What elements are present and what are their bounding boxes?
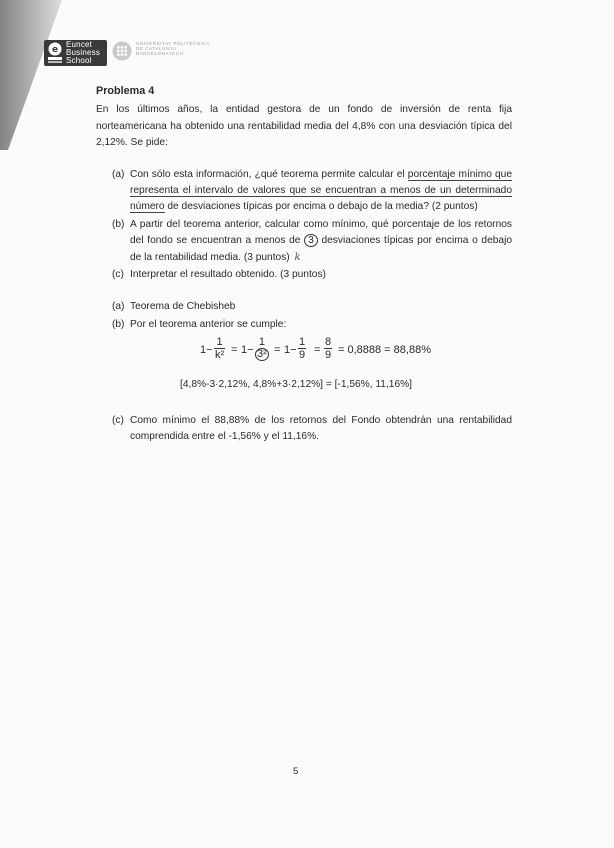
answer-label: (c): [112, 414, 124, 426]
formula-equals: =: [231, 344, 238, 357]
chebyshev-formula: [96, 336, 512, 374]
answer-list: [96, 299, 512, 333]
answer-label: (b): [112, 318, 125, 330]
question-label: (c): [112, 269, 124, 281]
question-c: [96, 267, 512, 283]
answer-a: [96, 299, 512, 315]
question-text: Con sólo esta información, ¿qué teorema permite calcular el porcentaje mínimo que representa el intervalo de valores que se encuentran a menos de un determinado número de desviaciones típicas por encima o debajo de la media? (2 puntos): [130, 168, 512, 213]
page-corner-shadow: [0, 0, 70, 150]
page-number: 5: [293, 766, 299, 777]
answer-c: [96, 413, 512, 446]
question-text: A partir del teorema anterior, calcular como mínimo, qué porcentaje de los retornos del fondo se encuentran a menos de 3 desviaciones típicas por encima o debajo de la rentabilidad media. (3 puntos) k: [130, 218, 512, 263]
answer-text: Por el teorema anterior se cumple:: [130, 318, 287, 330]
problem-intro: En los últimos años, la entidad gestora de un fondo de inversión de renta fija norteamericana ha obtenido una rentabilidad media del 4,8% con una desviación típica del 2,12%. Se pide:: [96, 104, 512, 149]
euncet-logo-text: Euncet Business School: [66, 40, 101, 65]
problem-title: Problema 4: [96, 85, 155, 97]
euncet-logo: [44, 40, 107, 66]
answer-label: (a): [112, 301, 125, 313]
question-list: [96, 167, 512, 284]
formula-equals: =: [314, 344, 321, 357]
interval-expression: [4,8%-3·2,12%, 4,8%+3·2,12%] = [-1,56%, 11,16%]: [180, 379, 412, 391]
svg-text:e: e: [51, 45, 59, 55]
formula-one: 1−: [200, 344, 213, 357]
upc-logo: [112, 41, 210, 61]
problem-content: [96, 83, 512, 447]
question-text: Interpretar el resultado obtenido. (3 puntos): [130, 269, 326, 281]
conclusion-list: [96, 413, 512, 446]
upc-logo-text: UNIVERSITAT POLITÈCNICA DE CATALUNYA BARCELONATECH: [136, 41, 211, 57]
formula-fraction-k: $\frac{1}{\text{k²}}$: [215, 336, 225, 362]
euncet-e-icon: [44, 40, 66, 66]
circled-number: 3: [304, 234, 318, 247]
question-a: [96, 167, 512, 216]
handwritten-note: k: [294, 251, 301, 263]
formula-fraction-8-9: $\frac{8}{9}$: [325, 336, 332, 362]
formula-fraction-3: $\frac{1}{\text{3²}}$: [257, 336, 267, 361]
handwritten-underline: porcentaje mínimo que representa el intervalo de valores que se encuentran a menos de un determinado número: [130, 168, 512, 213]
question-label: (b): [112, 218, 125, 230]
formula-equals: =: [274, 344, 281, 357]
formula-result: = 0,8888 = 88,88%: [338, 344, 431, 357]
formula-fraction-9: $\frac{1}{9}$: [299, 336, 306, 362]
question-label: (a): [112, 168, 125, 180]
answer-text: Teorema de Chebisheb: [130, 301, 236, 313]
formula-one: 1−: [284, 344, 297, 357]
upc-seal-icon: [112, 41, 132, 61]
answer-b: [96, 317, 512, 333]
question-b: [96, 217, 512, 266]
answer-text: Como mínimo el 88,88% de los retornos del Fondo obtendrán una rentabilidad comprendida entre el -1,56% y el 11,16%.: [130, 414, 512, 443]
formula-one: 1−: [241, 344, 254, 357]
